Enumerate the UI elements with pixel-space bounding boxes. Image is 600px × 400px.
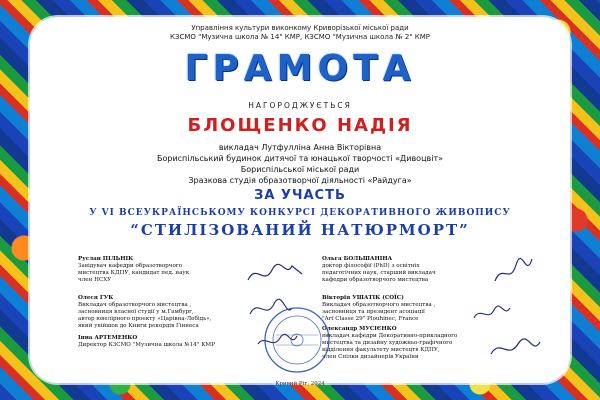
signature-image [470,300,515,324]
signatory-title: засновниця власної студії у м.Гамбург, [78,309,194,315]
signatory-title: Викладач образотворчого мистецтва , [78,302,192,308]
signatory-title: кафедри образотворчого мистецтва [322,277,429,283]
recipient-info-line: Зразкова студія образотворчої діяльності «Райдуга» [188,176,412,185]
signatory-title: викладач кафедри Декоративно-прикладного [322,333,458,339]
recipient-info-line: Бориспільський будинок дитячої та юнацької творчості «Дивоцвіт» [156,154,444,163]
signatory-block [322,256,497,284]
signatory-name: Ольга БОЛЬШАНІНА [322,256,393,262]
signatory-title: Викладач образотворчого мистецтва , [322,302,436,308]
signatory-title: "Art Classe 29" Plouhinec, France [322,316,419,322]
stamp-image [262,305,332,375]
signature-image [490,255,535,287]
awarded-label: НАГОРОДЖУЄТЬСЯ [248,101,352,110]
recipient-info-line: Бориспільської міської ради [240,165,360,174]
place-year: Кривий Ріг, 2024 [275,381,325,387]
org-line-1: Управління культури виконкому Криворізької міської ради [191,24,409,32]
signatory-name: Інна АРТЕМЕНКО [78,335,138,341]
signatory-name: Олександр МУСІЄНКО [322,326,397,332]
signatory-title: який увійшов до Книги рекордів Гіннеса [78,323,199,329]
signatory-title: член Спілки дизайнерів України [322,354,419,360]
signatory-name: Руслан ПІЛЬНІК [78,256,134,262]
signatory-title: мистецтва КДПУ, кандидат пед. наук [78,270,190,276]
signatory-title: відділення факультету мистецтв КДПУ, [322,347,440,353]
signatory-title: Завідувач кафедри образотворчого [78,263,183,269]
signatory-title: доктор філософії (PhD) з освітніх [322,263,420,269]
signatory-title: мистецтва та дизайну художньо-графічного [322,340,453,346]
signatory-title: член НСХУ [78,277,112,283]
signatory-block [78,256,258,284]
signatory-title: педагогічних наук, старший викладач [322,270,436,276]
signatory-title: автор ювелірного проекту «Царівна-Лебідь», [78,316,212,322]
org-line-2: КЗСМО "Музична школа № 14" КМР, КЗСМО "Музична школа № 2" КМР [169,33,431,41]
signatory-block [78,295,258,330]
signature-image [246,258,306,288]
signatory-title: засновниця та президент асоціації [322,309,425,315]
for-participation-label: ЗА УЧАСТЬ [254,188,346,203]
recipient-info-line: викладач Лутфулліна Анна Вікторівна [218,143,382,152]
signatory-name: Олеся ГУК [78,295,114,301]
recipient-name: БЛОЩЕНКО НАДІЯ [187,115,413,136]
certificate-title: ГРАМОТА [184,48,416,89]
signatory-block [322,326,497,361]
signatory-name: Вікторія УШАТІК (СОЇС) [322,295,404,301]
contest-name: У VI ВСЕУКРАЇНСЬКОМУ КОНКУРСІ ДЕКОРАТИВНОГО ЖИВОПИСУ [89,208,511,218]
signatory-block [78,335,258,349]
contest-theme: “СТИЛІЗОВАНИЙ НАТЮРМОРТ” [130,221,470,239]
signature-image [488,334,543,362]
signatory-title: Директор КЗСМО "Музична школа №14" КМР [78,342,215,348]
